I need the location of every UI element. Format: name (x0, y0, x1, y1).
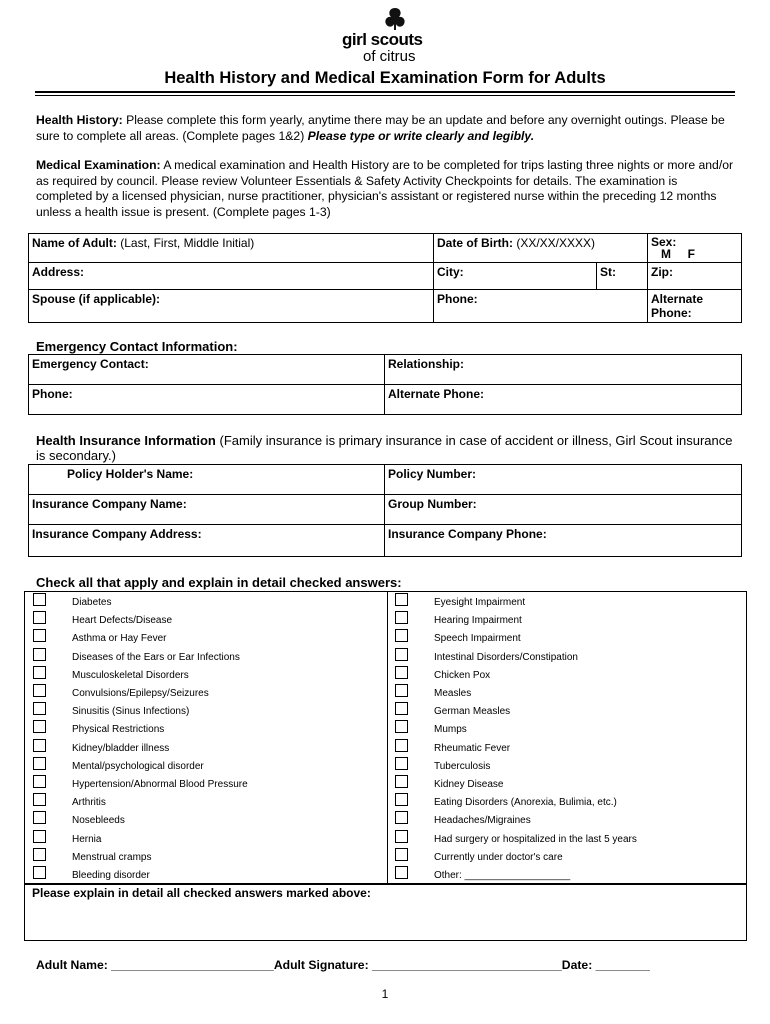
checkbox-right-2[interactable] (395, 629, 408, 642)
condition-label-right-12: Headaches/Migraines (434, 815, 531, 827)
condition-label-left-3: Diseases of the Ears or Ear Infections (72, 651, 240, 663)
condition-label-right-4: Chicken Pox (434, 669, 491, 681)
relationship-field[interactable]: Relationship: (385, 355, 742, 385)
dob-label: Date of Birth: (437, 236, 513, 250)
checkbox-left-11[interactable] (33, 793, 46, 806)
medical-exam-label: Medical Examination: (36, 158, 161, 172)
emergency-table (28, 354, 742, 415)
checkbox-right-10[interactable] (395, 775, 408, 788)
emergency-phone-field[interactable]: Phone: (29, 385, 385, 415)
sex-field[interactable] (648, 234, 742, 263)
condition-label-right-1: Hearing Impairment (434, 615, 522, 627)
title-rule-thin (35, 95, 735, 96)
checkbox-left-15[interactable] (33, 866, 46, 879)
checkbox-left-1[interactable] (33, 611, 46, 624)
explain-box[interactable] (24, 883, 747, 941)
condition-label-right-15: Other: ___________________ (434, 870, 571, 881)
alternate-phone-field[interactable]: Alternate Phone: (648, 290, 742, 323)
insurance-heading-note: (Family insurance is primary insurance in case of accident or illness, Girl Scout insurance is secondary.) (36, 433, 733, 463)
checkbox-right-6[interactable] (395, 702, 408, 715)
insurance-heading-label: Health Insurance Information (36, 433, 216, 448)
logo-line1: girl scouts (342, 30, 423, 49)
title-rule (35, 91, 735, 93)
condition-label-left-9: Mental/psychological disorder (72, 760, 204, 772)
condition-label-left-0: Diabetes (72, 597, 112, 608)
dob-hint: (XX/XX/XXXX) (513, 236, 596, 250)
checkbox-left-7[interactable] (33, 720, 46, 733)
condition-label-left-5: Convulsions/Epilepsy/Seizures (72, 688, 209, 699)
checkbox-left-3[interactable] (33, 648, 46, 661)
checkbox-right-1[interactable] (395, 611, 408, 624)
checkbox-right-11[interactable] (395, 793, 408, 806)
condition-label-left-13: Hernia (72, 833, 102, 845)
condition-label-left-12: Nosebleeds (72, 815, 125, 827)
checkbox-left-4[interactable] (33, 666, 46, 679)
personal-info-table (28, 233, 742, 323)
checkbox-right-15[interactable] (395, 866, 408, 879)
emergency-heading: Emergency Contact Information: (36, 339, 238, 354)
checkbox-right-9[interactable] (395, 757, 408, 770)
condition-label-left-15: Bleeding disorder (72, 870, 150, 881)
condition-label-left-4: Musculoskeletal Disorders (72, 669, 189, 681)
conditions-checklist (24, 591, 747, 885)
checkbox-left-8[interactable] (33, 739, 46, 752)
checkbox-right-3[interactable] (395, 648, 408, 661)
condition-label-right-9: Tuberculosis (434, 760, 491, 772)
condition-label-left-10: Hypertension/Abnormal Blood Pressure (72, 779, 248, 790)
condition-label-left-8: Kidney/bladder illness (72, 742, 170, 754)
checkbox-left-10[interactable] (33, 775, 46, 788)
state-field[interactable]: St: (597, 263, 648, 290)
dob-field[interactable] (434, 234, 648, 263)
girl-scouts-logo (340, 6, 450, 66)
policy-number-field[interactable]: Policy Number: (385, 465, 742, 495)
explain-label: Please explain in detail all checked answers marked above: (32, 886, 371, 900)
checkbox-right-0[interactable] (395, 593, 408, 606)
condition-label-right-3: Intestinal Disorders/Constipation (434, 651, 578, 663)
policy-holder-field[interactable]: Policy Holder's Name: (29, 465, 385, 495)
condition-label-right-13: Had surgery or hospitalized in the last 5 years (434, 833, 637, 845)
checkbox-left-12[interactable] (33, 811, 46, 824)
insurance-address-field[interactable]: Insurance Company Address: (29, 525, 385, 557)
signature-line: Adult Name: ________________________Adult Signature: ____________________________Date: ________ (36, 958, 650, 972)
page-number: 1 (381, 987, 389, 1001)
insurance-company-field[interactable]: Insurance Company Name: (29, 495, 385, 525)
condition-label-right-0: Eyesight Impairment (434, 597, 526, 608)
health-history-paragraph (36, 113, 736, 144)
insurance-table (28, 464, 742, 557)
insurance-heading (36, 433, 736, 463)
column-divider (387, 592, 388, 884)
checkbox-right-12[interactable] (395, 811, 408, 824)
medical-exam-text: A medical examination and Health History are to be completed for trips lasting three nights or more and/or as required by council. Please review Volunteer Essentials & Safety Activity Checkpoints for details. The examination is completed by a licensed physician, nurse practitioner, physician's assistant or registered nurse within the preceding 12 months unless a health issue is present. (Complete pages 1-3) (36, 158, 734, 219)
condition-label-left-11: Arthritis (72, 797, 106, 809)
checkbox-left-6[interactable] (33, 702, 46, 715)
condition-label-right-10: Kidney Disease (434, 779, 504, 790)
name-label: Name of Adult: (32, 236, 117, 250)
checkbox-right-5[interactable] (395, 684, 408, 697)
checkbox-right-14[interactable] (395, 848, 408, 861)
checkbox-left-2[interactable] (33, 629, 46, 642)
checkbox-left-14[interactable] (33, 848, 46, 861)
health-history-text: Please complete this form yearly, anytime there may be an update and before any overnight outings. Please be sure to complete all areas. (Complete pages 1&2) (36, 113, 725, 143)
checkbox-right-8[interactable] (395, 739, 408, 752)
condition-label-left-2: Asthma or Hay Fever (72, 633, 167, 645)
conditions-heading: Check all that apply and explain in detail checked answers: (36, 575, 402, 590)
checkbox-right-13[interactable] (395, 830, 408, 843)
checkbox-left-0[interactable] (33, 593, 46, 606)
condition-label-left-1: Heart Defects/Disease (72, 615, 173, 627)
sex-label: Sex: (651, 235, 677, 249)
checkbox-right-4[interactable] (395, 666, 408, 679)
condition-label-right-7: Mumps (434, 724, 467, 736)
sex-options: M F (661, 247, 695, 261)
spouse-field[interactable]: Spouse (if applicable): (29, 290, 434, 323)
condition-label-right-5: Measles (434, 688, 472, 699)
emergency-alt-phone-field[interactable]: Alternate Phone: (385, 385, 742, 415)
checkbox-left-9[interactable] (33, 757, 46, 770)
medical-exam-paragraph (36, 158, 736, 220)
insurance-phone-field[interactable]: Insurance Company Phone: (385, 525, 742, 557)
phone-field[interactable]: Phone: (434, 290, 648, 323)
trefoil-icon (382, 6, 408, 32)
health-history-emphasis: Please type or write clearly and legibly. (307, 128, 535, 143)
checkbox-right-7[interactable] (395, 720, 408, 733)
name-hint: (Last, First, Middle Initial) (116, 236, 255, 250)
condition-label-left-7: Physical Restrictions (72, 724, 165, 736)
condition-label-left-14: Menstrual cramps (72, 851, 152, 863)
condition-label-right-2: Speech Impairment (434, 633, 521, 645)
emergency-contact-field[interactable]: Emergency Contact: (29, 355, 385, 385)
form-title: Health History and Medical Examination Form for Adults (164, 69, 606, 87)
health-history-label: Health History: (36, 113, 123, 127)
condition-label-right-8: Rheumatic Fever (434, 742, 511, 754)
city-field[interactable]: City: (434, 263, 597, 290)
address-field[interactable]: Address: (29, 263, 434, 290)
checkbox-left-5[interactable] (33, 684, 46, 697)
logo-line2: of citrus (363, 48, 416, 65)
checkbox-left-13[interactable] (33, 830, 46, 843)
condition-label-right-11: Eating Disorders (Anorexia, Bulimia, etc.) (434, 797, 617, 809)
zip-field[interactable]: Zip: (648, 263, 742, 290)
condition-label-right-14: Currently under doctor's care (434, 851, 563, 863)
group-number-field[interactable]: Group Number: (385, 495, 742, 525)
condition-label-right-6: German Measles (434, 706, 511, 718)
condition-label-left-6: Sinusitis (Sinus Infections) (72, 706, 190, 718)
name-of-adult-field[interactable] (29, 234, 434, 263)
